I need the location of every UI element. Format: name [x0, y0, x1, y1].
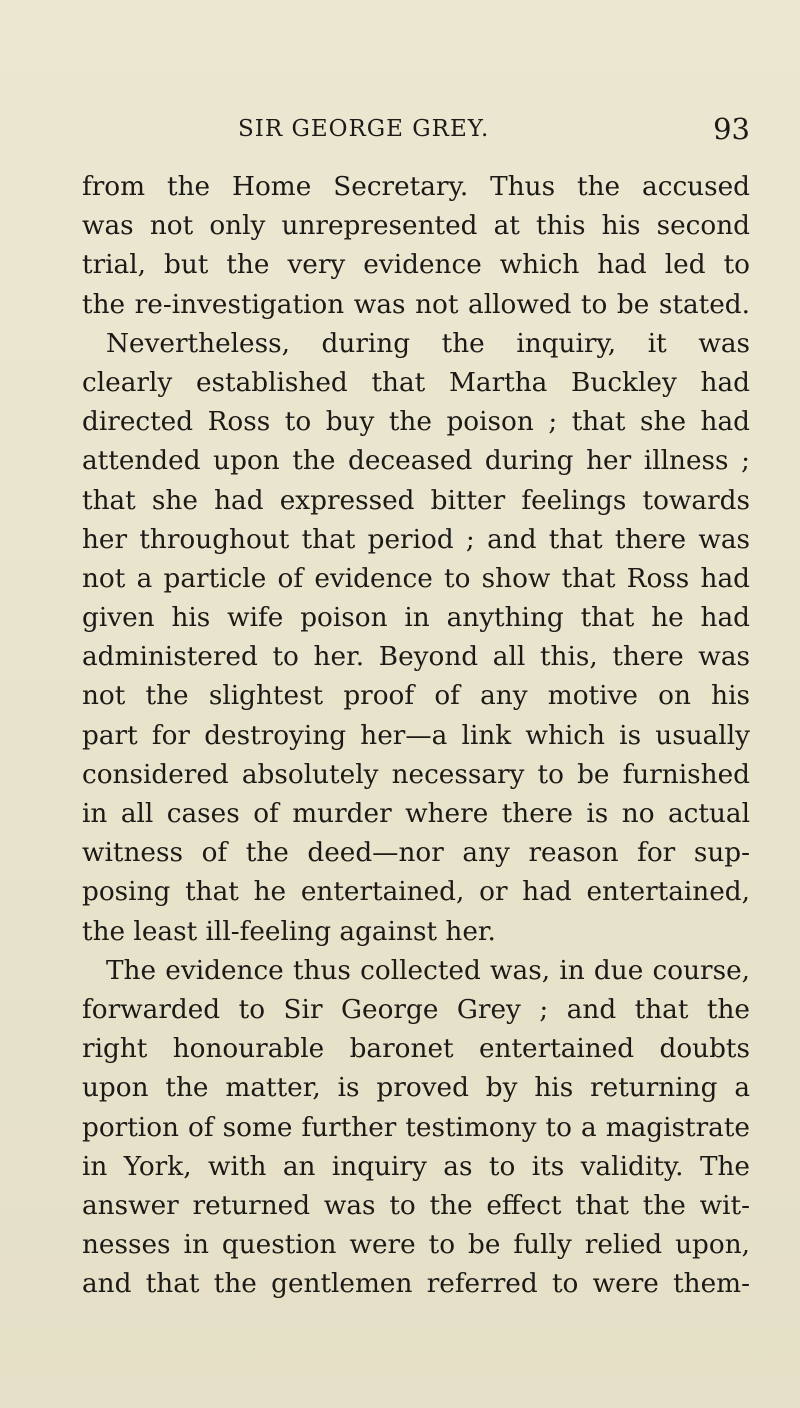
text-line: the re-investigation was not allowed to be stated. — [82, 289, 750, 320]
text-line: in all cases of murder where there is no actual — [82, 799, 750, 829]
text-line: directed Ross to buy the poison ; that she had — [82, 407, 750, 438]
text-line: not a particle of evidence to show that Ross had — [82, 563, 750, 594]
text-line: forwarded to Sir George Grey ; and that the — [82, 994, 750, 1025]
body-text — [82, 168, 750, 1304]
text-line: right honourable baronet entertained doubts — [82, 1034, 750, 1065]
text-line: upon the matter, is proved by his returning a — [82, 1073, 750, 1104]
text-line: witness of the deed—nor any reason for sup- — [82, 838, 750, 869]
running-title: SIR GEORGE GREY. — [238, 116, 490, 142]
text-line: trial, but the very evidence which had led to — [82, 250, 750, 281]
running-head — [82, 112, 750, 146]
text-line: that she had expressed bitter feelings towards — [82, 485, 750, 516]
text-line: her throughout that period ; and that there was — [82, 524, 750, 555]
text-line: considered absolutely necessary to be furnished — [82, 759, 750, 790]
text-line: answer returned was to the effect that the wit- — [82, 1190, 750, 1221]
text-line: given his wife poison in anything that he had — [82, 603, 750, 634]
text-line: posing that he entertained, or had entertained, — [82, 877, 750, 908]
text-line: Nevertheless, during the inquiry, it was — [106, 328, 750, 359]
page-number: 93 — [713, 112, 750, 146]
text-line: was not only unrepresented at this his second — [82, 211, 750, 242]
text-line: administered to her. Beyond all this, there was — [82, 642, 750, 673]
text-line: nesses in question were to be fully relied upon, — [82, 1230, 750, 1261]
text-line: attended upon the deceased during her illness ; — [82, 446, 750, 477]
text-line: part for destroying her—a link which is usually — [82, 720, 750, 751]
text-line: in York, with an inquiry as to its validity. The — [82, 1151, 750, 1182]
text-line: and that the gentlemen referred to were them- — [82, 1269, 750, 1300]
text-line: the least ill-feeling against her. — [82, 916, 496, 947]
text-line: from the Home Secretary. Thus the accused — [82, 172, 750, 202]
text-line: The evidence thus collected was, in due course, — [106, 955, 750, 986]
text-line: portion of some further testimony to a magistrate — [82, 1112, 750, 1143]
text-line: not the slightest proof of any motive on his — [82, 681, 750, 712]
text-line: clearly established that Martha Buckley had — [82, 367, 750, 398]
